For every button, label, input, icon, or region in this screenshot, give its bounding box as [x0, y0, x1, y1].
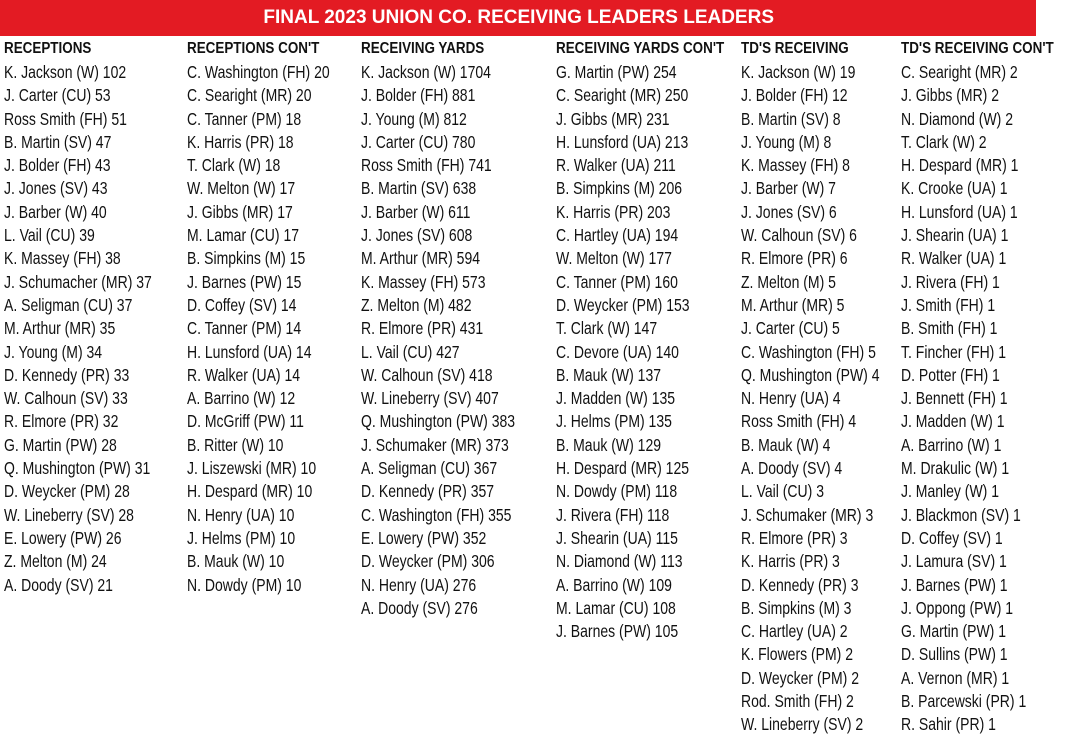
leader-entry: R. Walker (UA) 14: [187, 364, 301, 385]
leader-entry: G. Martin (PW) 28: [4, 434, 117, 455]
leader-entry: C. Hartley (UA) 2: [741, 621, 848, 642]
leader-entry: W. Lineberry (SV) 28: [4, 504, 134, 525]
leader-entry: D. Kennedy (PR) 357: [361, 481, 495, 502]
leader-entry: E. Lowery (PW) 352: [361, 527, 487, 548]
leader-entry: N. Henry (UA) 4: [741, 388, 841, 409]
column-receptions-cont: [187, 40, 365, 597]
leader-entry: J. Barnes (PW) 1: [901, 574, 1008, 595]
leader-entry: R. Elmore (PR) 6: [741, 248, 848, 269]
leader-entry: D. Potter (FH) 1: [901, 364, 1000, 385]
leader-entry: R. Sahir (PR) 1: [901, 714, 996, 735]
leader-entry: A. Doody (SV) 4: [741, 458, 843, 479]
leader-entry: Ross Smith (FH) 741: [361, 155, 492, 176]
page-title: FINAL 2023 UNION CO. RECEIVING LEADERS LEADERS: [263, 7, 774, 28]
leader-entry: Q. Mushington (PW) 4: [741, 364, 880, 385]
leader-entry: R. Elmore (PR) 3: [741, 527, 848, 548]
leader-entry: K. Harris (PR) 18: [187, 131, 294, 152]
leader-entry: J. Manley (W) 1: [901, 481, 1000, 502]
leader-entry: K. Harris (PR) 3: [741, 551, 840, 572]
leader-entry: A. Barrino (W) 109: [556, 574, 672, 595]
leader-entry: J. Schumacher (MR) 37: [4, 271, 152, 292]
column-header: RECEPTIONS CON'T: [187, 40, 320, 57]
leader-entry: J. Rivera (FH) 1: [901, 271, 1000, 292]
leader-entry: E. Lowery (PW) 26: [4, 527, 122, 548]
leader-entry: J. Schumaker (MR) 373: [361, 434, 509, 455]
leader-entry: B. Martin (SV) 638: [361, 178, 477, 199]
leader-entry: R. Walker (UA) 211: [556, 155, 676, 176]
leader-entry: G. Martin (PW) 254: [556, 62, 677, 82]
leader-entry: J. Carter (CU) 780: [361, 131, 476, 152]
column-header: RECEIVING YARDS CON'T: [556, 40, 725, 57]
leader-entry: C. Searight (MR) 20: [187, 85, 312, 106]
leader-entry: A. Doody (SV) 21: [4, 574, 113, 595]
leader-entry: Ross Smith (FH) 51: [4, 108, 127, 129]
leader-entry: J. Gibbs (MR) 17: [187, 201, 293, 222]
leader-entry: N. Henry (UA) 276: [361, 574, 477, 595]
leader-entry: B. Mauk (W) 137: [556, 364, 662, 385]
leader-entry: T. Fincher (FH) 1: [901, 341, 1007, 362]
leader-entry: J. Carter (CU) 5: [741, 318, 840, 339]
leader-entry: J. Young (M) 8: [741, 131, 832, 152]
leader-entry: J. Lamura (SV) 1: [901, 551, 1007, 572]
leader-entry: J. Barber (W) 611: [361, 201, 471, 222]
leader-entry: M. Lamar (CU) 108: [556, 597, 676, 618]
column-receiving-yards: [361, 40, 554, 620]
leader-entry: C. Tanner (PM) 160: [556, 271, 678, 292]
leader-entry: L. Vail (CU) 3: [741, 481, 824, 502]
leader-entry: W. Melton (W) 177: [556, 248, 672, 269]
leader-entry: K. Massey (FH) 38: [4, 248, 121, 269]
leader-entry: D. Sullins (PW) 1: [901, 644, 1008, 665]
leader-entry: Q. Mushington (PW) 383: [361, 411, 516, 432]
leader-entry: H. Lunsford (UA) 1: [901, 201, 1018, 222]
leader-entry: B. Smith (FH) 1: [901, 318, 998, 339]
leader-entry: K. Jackson (W) 19: [741, 62, 856, 82]
leader-entry: R. Elmore (PR) 32: [4, 411, 119, 432]
leader-entry: R. Elmore (PR) 431: [361, 318, 484, 339]
leader-entry: K. Flowers (PM) 2: [741, 644, 854, 665]
leader-entry: B. Mauk (W) 4: [741, 434, 831, 455]
leader-entry: D. Coffey (SV) 14: [187, 294, 297, 315]
leader-entry: C. Searight (MR) 2: [901, 62, 1018, 82]
leader-entry: J. Jones (SV) 43: [4, 178, 108, 199]
leader-entry: Ross Smith (FH) 4: [741, 411, 857, 432]
leader-entry: D. Coffey (SV) 1: [901, 527, 1003, 548]
leader-entry: N. Diamond (W) 2: [901, 108, 1014, 129]
leader-entry: J. Madden (W) 135: [556, 388, 676, 409]
leader-entry: Z. Melton (M) 482: [361, 294, 472, 315]
leader-entry: W. Lineberry (SV) 407: [361, 388, 499, 409]
leader-entry: C. Washington (FH) 355: [361, 504, 512, 525]
leader-entry: J. Schumaker (MR) 3: [741, 504, 874, 525]
leader-entry: J. Shearin (UA) 1: [901, 225, 1009, 246]
leader-entry: J. Liszewski (MR) 10: [187, 458, 317, 479]
column-tds-receiving-cont: [901, 40, 1083, 737]
leader-entry: C. Devore (UA) 140: [556, 341, 679, 362]
leader-entry: J. Bennett (FH) 1: [901, 388, 1008, 409]
leader-entry: Rod. Smith (FH) 2: [741, 691, 854, 712]
leader-entry: B. Simpkins (M) 3: [741, 597, 852, 618]
leader-entry: D. Weycker (PM) 153: [556, 294, 690, 315]
leader-entry: T. Clark (W) 2: [901, 131, 987, 152]
leader-entry: J. Smith (FH) 1: [901, 294, 996, 315]
leader-entry: A. Barrino (W) 1: [901, 434, 1002, 455]
column-receiving-yards-cont: [556, 40, 756, 643]
leader-entry: H. Despard (MR) 1: [901, 155, 1019, 176]
leader-entry: J. Barnes (PW) 105: [556, 621, 679, 642]
leader-entry: J. Madden (W) 1: [901, 411, 1005, 432]
leader-entry: D. Weycker (PM) 2: [741, 667, 859, 688]
leader-entry: J. Helms (PM) 10: [187, 527, 296, 548]
leader-entry: B. Parcewski (PR) 1: [901, 691, 1027, 712]
leader-entry: J. Oppong (PW) 1: [901, 597, 1014, 618]
leader-entry: T. Clark (W) 18: [187, 155, 281, 176]
leader-entry: C. Tanner (PM) 18: [187, 108, 302, 129]
column-header: RECEPTIONS: [4, 40, 92, 57]
leader-entry: J. Gibbs (MR) 231: [556, 108, 670, 129]
leader-entry: B. Ritter (W) 10: [187, 434, 284, 455]
leader-entry: A. Doody (SV) 276: [361, 597, 478, 618]
leader-entry: A. Vernon (MR) 1: [901, 667, 1010, 688]
leader-entry: J. Shearin (UA) 115: [556, 527, 678, 548]
leader-entry: K. Massey (FH) 8: [741, 155, 850, 176]
column-receptions: [4, 40, 189, 597]
leader-entry: J. Bolder (FH) 43: [4, 155, 111, 176]
leader-entry: K. Harris (PR) 203: [556, 201, 671, 222]
leader-entry: M. Arthur (MR) 5: [741, 294, 845, 315]
leader-entry: L. Vail (CU) 39: [4, 225, 95, 246]
leader-entry: J. Helms (PM) 135: [556, 411, 672, 432]
leader-entry: B. Martin (SV) 47: [4, 131, 112, 152]
leader-entry: J. Jones (SV) 608: [361, 225, 473, 246]
column-tds-receiving: [741, 40, 914, 737]
leader-entry: H. Despard (MR) 125: [556, 458, 690, 479]
leader-entry: C. Tanner (PM) 14: [187, 318, 302, 339]
leader-entry: M. Arthur (MR) 594: [361, 248, 481, 269]
leader-entry: Z. Melton (M) 5: [741, 271, 836, 292]
leader-entry: B. Simpkins (M) 206: [556, 178, 683, 199]
leader-entry: K. Crooke (UA) 1: [901, 178, 1008, 199]
leader-entry: K. Jackson (W) 102: [4, 62, 127, 82]
leader-entry: K. Jackson (W) 1704: [361, 62, 491, 82]
leader-entry: J. Jones (SV) 6: [741, 201, 837, 222]
leader-entry: J. Gibbs (MR) 2: [901, 85, 1000, 106]
leader-entry: D. Weycker (PM) 306: [361, 551, 495, 572]
leader-entry: J. Carter (CU) 53: [4, 85, 111, 106]
leader-entry: C. Washington (FH) 5: [741, 341, 876, 362]
leader-entry: L. Vail (CU) 427: [361, 341, 460, 362]
leader-entry: Z. Melton (M) 24: [4, 551, 107, 572]
column-header: TD'S RECEIVING CON'T: [901, 40, 1054, 57]
leader-entry: D. Kennedy (PR) 33: [4, 364, 130, 385]
leader-entry: J. Barnes (PW) 15: [187, 271, 302, 292]
leader-entry: D. Weycker (PM) 28: [4, 481, 130, 502]
leader-entry: N. Dowdy (PM) 118: [556, 481, 678, 502]
leader-entry: R. Walker (UA) 1: [901, 248, 1007, 269]
leader-entry: A. Seligman (CU) 37: [4, 294, 133, 315]
leader-entry: H. Lunsford (UA) 14: [187, 341, 312, 362]
leader-entry: A. Seligman (CU) 367: [361, 458, 498, 479]
leader-entry: Q. Mushington (PW) 31: [4, 458, 151, 479]
leader-entry: N. Dowdy (PM) 10: [187, 574, 302, 595]
leader-entry: B. Mauk (W) 10: [187, 551, 285, 572]
leader-entry: W. Calhoun (SV) 33: [4, 388, 128, 409]
leader-entry: W. Calhoun (SV) 418: [361, 364, 493, 385]
leader-entry: B. Simpkins (M) 15: [187, 248, 306, 269]
leader-entry: J. Rivera (FH) 118: [556, 504, 670, 525]
leader-entry: J. Bolder (FH) 881: [361, 85, 476, 106]
leader-entry: W. Calhoun (SV) 6: [741, 225, 857, 246]
leader-entry: J. Barber (W) 40: [4, 201, 107, 222]
leader-entry: J. Young (M) 34: [4, 341, 103, 362]
column-header: RECEIVING YARDS: [361, 40, 485, 57]
leader-entry: H. Lunsford (UA) 213: [556, 131, 689, 152]
leader-entry: B. Mauk (W) 129: [556, 434, 662, 455]
column-header: TD'S RECEIVING: [741, 40, 849, 57]
leader-entry: J. Bolder (FH) 12: [741, 85, 848, 106]
leader-entry: J. Young (M) 812: [361, 108, 467, 129]
leader-entry: M. Arthur (MR) 35: [4, 318, 116, 339]
leader-entry: B. Martin (SV) 8: [741, 108, 841, 129]
leader-entry: H. Despard (MR) 10: [187, 481, 313, 502]
leader-entry: W. Lineberry (SV) 2: [741, 714, 864, 735]
leader-entry: C. Searight (MR) 250: [556, 85, 689, 106]
leader-entry: M. Lamar (CU) 17: [187, 225, 300, 246]
leader-entry: D. Kennedy (PR) 3: [741, 574, 859, 595]
leader-entry: W. Melton (W) 17: [187, 178, 296, 199]
leader-entry: K. Massey (FH) 573: [361, 271, 486, 292]
leader-entry: D. McGriff (PW) 11: [187, 411, 304, 432]
leader-entry: C. Hartley (UA) 194: [556, 225, 679, 246]
leader-entry: J. Blackmon (SV) 1: [901, 504, 1021, 525]
leader-entry: A. Barrino (W) 12: [187, 388, 296, 409]
leader-entry: N. Diamond (W) 113: [556, 551, 683, 572]
title-banner: [0, 0, 1036, 36]
leader-entry: M. Drakulic (W) 1: [901, 458, 1010, 479]
leader-entry: J. Barber (W) 7: [741, 178, 836, 199]
leader-entry: N. Henry (UA) 10: [187, 504, 295, 525]
leader-entry: G. Martin (PW) 1: [901, 621, 1007, 642]
leader-entry: T. Clark (W) 147: [556, 318, 658, 339]
leader-entry: C. Washington (FH) 20: [187, 62, 330, 82]
